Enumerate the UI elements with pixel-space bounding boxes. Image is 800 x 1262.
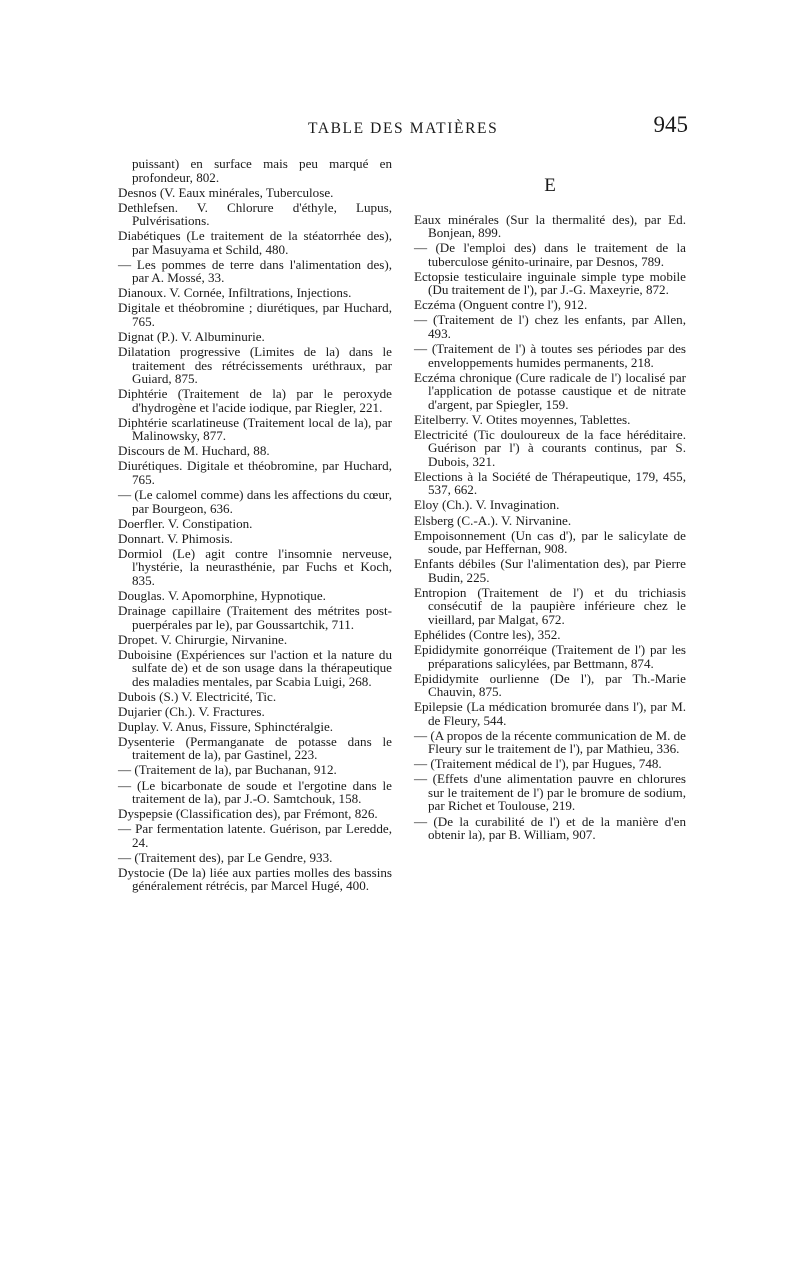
index-entry: — Par fermentation latente. Guérison, par Leredde, 24.	[118, 821, 392, 850]
index-entry: — (Le calomel comme) dans les affections du cœur, par Bourgeon, 636.	[118, 487, 392, 516]
left-column	[118, 157, 392, 894]
index-entry: Empoisonnement (Un cas d'), par le salicylate de soude, par Heffernan, 908.	[414, 527, 686, 557]
page-header	[118, 112, 688, 142]
index-entry: Diurétiques. Digitale et théobromine, par Huchard, 765.	[118, 458, 392, 488]
index-entry: Enfants débiles (Sur l'alimentation des), par Pierre Budin, 225.	[414, 556, 686, 585]
index-entry: — (Traitement des), par Le Gendre, 933.	[118, 849, 333, 865]
index-entry: Dropet. V. Chirurgie, Nirvanine.	[118, 631, 288, 647]
index-entry: Eloy (Ch.). V. Invagination.	[414, 497, 560, 513]
index-entry: Elsberg (C.-A.). V. Nirvanine.	[414, 512, 572, 528]
index-entry: — Les pommes de terre dans l'alimentation des), par A. Mossé, 33.	[118, 256, 392, 286]
index-entry: — (Traitement de la), par Buchanan, 912.	[118, 762, 337, 778]
index-entry: — (A propos de la récente communication de M. de Fleury sur le traitement de l'), par Mathieu, 336.	[414, 727, 686, 757]
section-letter-heading: E	[544, 175, 556, 196]
index-entry: Electricité (Tic douloureux de la face héréditaire. Guérison par l') à courants continus, par S. Dubois, 321.	[414, 426, 686, 469]
index-entry: Eczéma chronique (Cure radicale de l') localisé par l'application de potasse caustique et de nitrate d'argent, par Spiegler, 159.	[414, 369, 686, 412]
index-entry: — (Traitement médical de l'), par Hugues, 748.	[414, 756, 662, 772]
index-entry: Eitelberry. V. Otites moyennes, Tablettes.	[414, 411, 631, 427]
index-entry: Dianoux. V. Cornée, Infiltrations, Injections.	[118, 285, 352, 301]
index-entry: Ephélides (Contre les), 352.	[414, 626, 561, 642]
index-entry: Dystocie (De la) liée aux parties molles des bassins généralement rétrécis, par Marcel Hugé, 400.	[118, 864, 392, 894]
index-entry: — (Traitement de l') chez les enfants, par Allen, 493.	[414, 312, 686, 341]
index-entry: — (Le bicarbonate de soude et l'ergotine dans le traitement de la), par J.-O. Samtchouk, 158.	[118, 777, 392, 807]
index-entry: Donnart. V. Phimosis.	[118, 530, 233, 546]
index-entry: Dignat (P.). V. Albuminurie.	[118, 329, 265, 345]
index-entry: Diabétiques (Le traitement de la stéatorrhée des), par Masuyama et Schild, 480.	[118, 228, 392, 257]
index-entry: Eczéma (Onguent contre l'), 912.	[414, 297, 588, 313]
index-entry: Douglas. V. Apomorphine, Hypnotique.	[118, 587, 326, 603]
index-entry: Desnos (V. Eaux minérales, Tuberculose.	[118, 184, 334, 200]
index-entry: puissant) en surface mais peu marqué en profondeur, 802.	[132, 156, 392, 185]
index-entry: Epididymite gonorréique (Traitement de l') par les préparations salicylées, par Bettmann, 874.	[414, 641, 686, 671]
right-column	[414, 157, 686, 843]
index-entry: Epididymite ourlienne (De l'), par Th.-Marie Chauvin, 875.	[414, 670, 686, 700]
index-entry: Drainage capillaire (Traitement des métrites post-puerpérales par le), par Goussartchik, 711.	[118, 602, 392, 632]
index-entry: Diphtérie scarlatineuse (Traitement local de la), par Malinowsky, 877.	[118, 414, 392, 444]
index-entry: Dilatation progressive (Limites de la) dans le traitement des rétrécissements uréthraux, par Guiard, 875.	[118, 344, 392, 387]
index-entry: Eaux minérales (Sur la thermalité des), par Ed. Bonjean, 899.	[414, 211, 686, 241]
index-entry: Duboisine (Expériences sur l'action et la nature du sulfate de) et de son usage dans la thérapeutique des maladies mentales, par Scabia Luigi, 268.	[118, 646, 392, 689]
index-entry: Epilepsie (La médication bromurée dans l'), par M. de Fleury, 544.	[414, 699, 686, 728]
index-entry: Dubois (S.) V. Electricité, Tic.	[118, 688, 277, 704]
index-entry: Dujarier (Ch.). V. Fractures.	[118, 703, 265, 719]
index-entry: Diphtérie (Traitement de la) par le peroxyde d'hydrogène et l'acide iodique, par Riegler, 221.	[118, 386, 392, 415]
index-entry: Discours de M. Huchard, 88.	[118, 443, 270, 459]
index-entry: Duplay. V. Anus, Fissure, Sphinctéralgie.	[118, 718, 334, 734]
index-entry: — (Traitement de l') à toutes ses périodes par des enveloppements humides permanents, 218.	[414, 340, 686, 370]
index-entry: Dysenterie (Permanganate de potasse dans le traitement de la), par Gastinel, 223.	[118, 733, 392, 763]
index-entry: Digitale et théobromine ; diurétiques, par Huchard, 765.	[118, 300, 392, 330]
index-entry: Dethlefsen. V. Chlorure d'éthyle, Lupus, Pulvérisations.	[118, 199, 392, 229]
index-entry: Dyspepsie (Classification des), par Frémont, 826.	[118, 806, 378, 822]
index-entry: Ectopsie testiculaire inguinale simple type mobile (Du traitement de l'), par J.-G. Maxeyrie, 872.	[414, 268, 686, 298]
index-entry: Entropion (Traitement de l') et du trichiasis consécutif de la paupière inférieure chez le vieillard, par Malgat, 672.	[414, 584, 686, 627]
running-title: TABLE DES MATIÈRES	[308, 120, 499, 137]
index-entry: — (De l'emploi des) dans le traitement de la tuberculose génito-urinaire, par Desnos, 789.	[414, 240, 686, 269]
index-entry: Doerfler. V. Constipation.	[118, 515, 253, 531]
page-number: 945	[653, 112, 688, 137]
index-entry: Elections à la Société de Thérapeutique, 179, 455, 537, 662.	[414, 468, 686, 498]
index-entry: — (Effets d'une alimentation pauvre en chlorures sur le traitement de l') par le bromure de sodium, par Richet et Toulouse, 219.	[414, 771, 686, 814]
index-entry: — (De la curabilité de l') et de la manière d'en obtenir la), par B. William, 907.	[414, 813, 686, 843]
index-entry: Dormiol (Le) agit contre l'insomnie nerveuse, l'hystérie, la neurasthénie, par Fuchs et Koch, 835.	[118, 545, 392, 588]
